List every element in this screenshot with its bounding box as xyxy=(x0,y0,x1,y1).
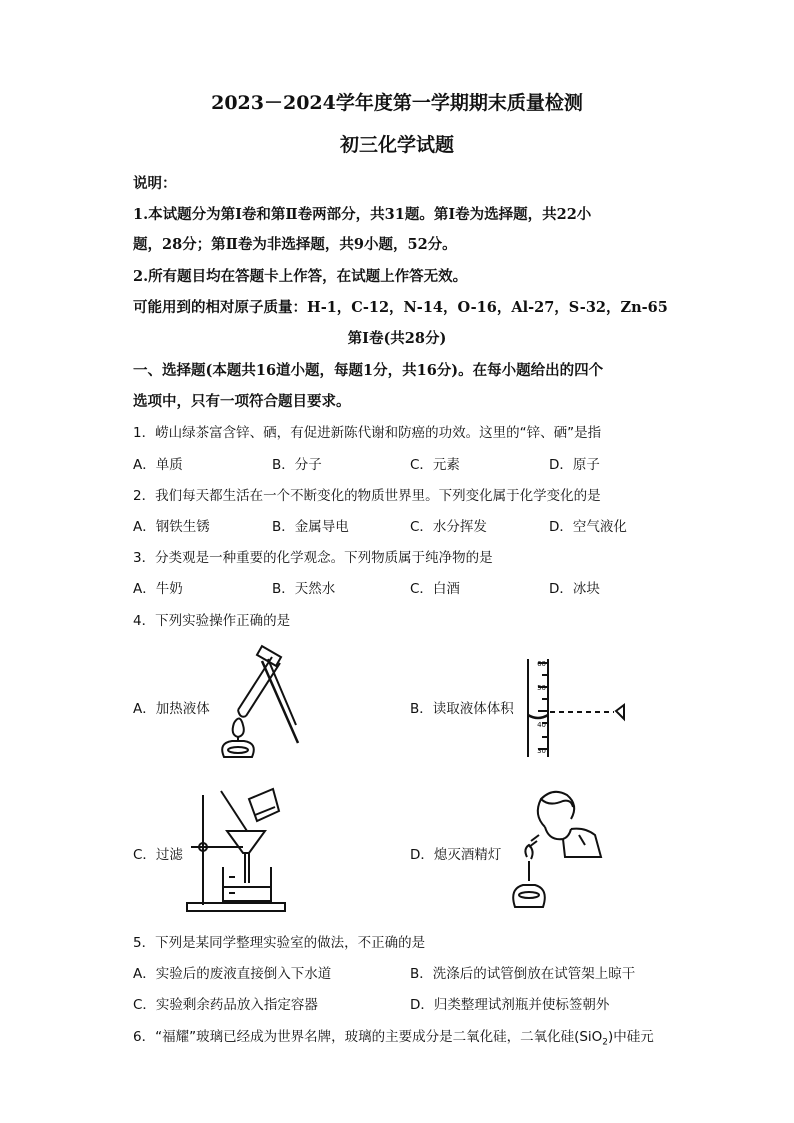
q6-stem-subscript: 2 xyxy=(602,1037,609,1048)
notes-line-1a: 1.本试题分为第Ⅰ卷和第Ⅱ卷两部分，共31题。第Ⅰ卷为选择题，共22小 xyxy=(133,206,592,223)
graduated-cylinder-figure xyxy=(520,655,630,760)
q5-option-b: B．洗涤后的试管倒放在试管架上晾干 xyxy=(410,966,636,982)
q4-option-d: D．熄灭酒精灯 xyxy=(410,847,502,863)
q3-stem: 3．分类观是一种重要的化学观念。下列物质属于纯净物的是 xyxy=(133,550,493,566)
q6-stem-part-a: 6．“福耀”玻璃已经成为世界名牌，玻璃的主要成分是二氧化硅，二氧化硅(SiO xyxy=(133,1029,603,1045)
q2-option-d: D．空气液化 xyxy=(549,519,627,535)
q5-option-c: C．实验剩余药品放入指定容器 xyxy=(133,997,318,1013)
q3-option-a: A．牛奶 xyxy=(133,581,183,597)
scale-label-30: 30 xyxy=(537,747,546,755)
q4-option-a: A．加热液体 xyxy=(133,701,210,717)
q3-option-b: B．天然水 xyxy=(272,581,336,597)
q5-option-d: D．归类整理试剂瓶并使标签朝外 xyxy=(410,997,610,1013)
q1-option-c: C．元素 xyxy=(410,457,460,473)
q2-option-c: C．水分挥发 xyxy=(410,519,487,535)
q2-option-a: A．钢铁生锈 xyxy=(133,519,210,535)
q4-option-b: B．读取液体体积 xyxy=(410,701,514,717)
q2-stem: 2．我们每天都生活在一个不断变化的物质世界里。下列变化属于化学变化的是 xyxy=(133,488,601,504)
exam-title: 2023－2024学年度第一学期期末质量检测 xyxy=(211,92,583,114)
q2-option-b: B．金属导电 xyxy=(272,519,349,535)
q5-option-a: A．实验后的废液直接倒入下水道 xyxy=(133,966,332,982)
q1-stem: 1．崂山绿茶富含锌、硒，有促进新陈代谢和防癌的功效。这里的“锌、硒”是指 xyxy=(133,425,602,441)
section-label: 第Ⅰ卷(共28分) xyxy=(347,330,447,347)
exam-subtitle: 初三化学试题 xyxy=(339,134,454,156)
q4-option-c: C．过滤 xyxy=(133,847,183,863)
atomic-masses: 可能用到的相对原子质量：H-1，C-12，N-14，O-16，Al-27，S-32，Zn-65 xyxy=(133,299,668,316)
heating-liquid-figure xyxy=(210,645,300,760)
scale-label-40: 40 xyxy=(537,721,546,729)
notes-heading: 说明： xyxy=(133,175,177,192)
extinguishing-lamp-figure xyxy=(505,785,605,915)
q3-option-c: C．白酒 xyxy=(410,581,460,597)
scale-label-60: 60 xyxy=(537,660,546,668)
q1-option-a: A．单质 xyxy=(133,457,183,473)
q6-stem xyxy=(133,1025,654,1048)
q5-stem: 5．下列是某同学整理实验室的做法，不正确的是 xyxy=(133,935,426,951)
notes-line-1b: 题，28分；第Ⅱ卷为非选择题，共9小题，52分。 xyxy=(133,236,457,253)
scale-label-50: 50 xyxy=(537,684,546,692)
q6-stem-part-b: )中硅元 xyxy=(608,1029,654,1045)
q3-option-d: D．冰块 xyxy=(549,581,600,597)
section-intro-a: 一、选择题(本题共16道小题，每题1分，共16分)。在每小题给出的四个 xyxy=(133,362,604,379)
filtration-figure xyxy=(183,785,293,915)
q1-option-d: D．原子 xyxy=(549,457,600,473)
section-intro-b: 选项中，只有一项符合题目要求。 xyxy=(133,393,351,410)
q4-stem: 4．下列实验操作正确的是 xyxy=(133,613,291,629)
notes-line-2: 2.所有题目均在答题卡上作答，在试题上作答无效。 xyxy=(133,268,468,285)
q1-option-b: B．分子 xyxy=(272,457,322,473)
